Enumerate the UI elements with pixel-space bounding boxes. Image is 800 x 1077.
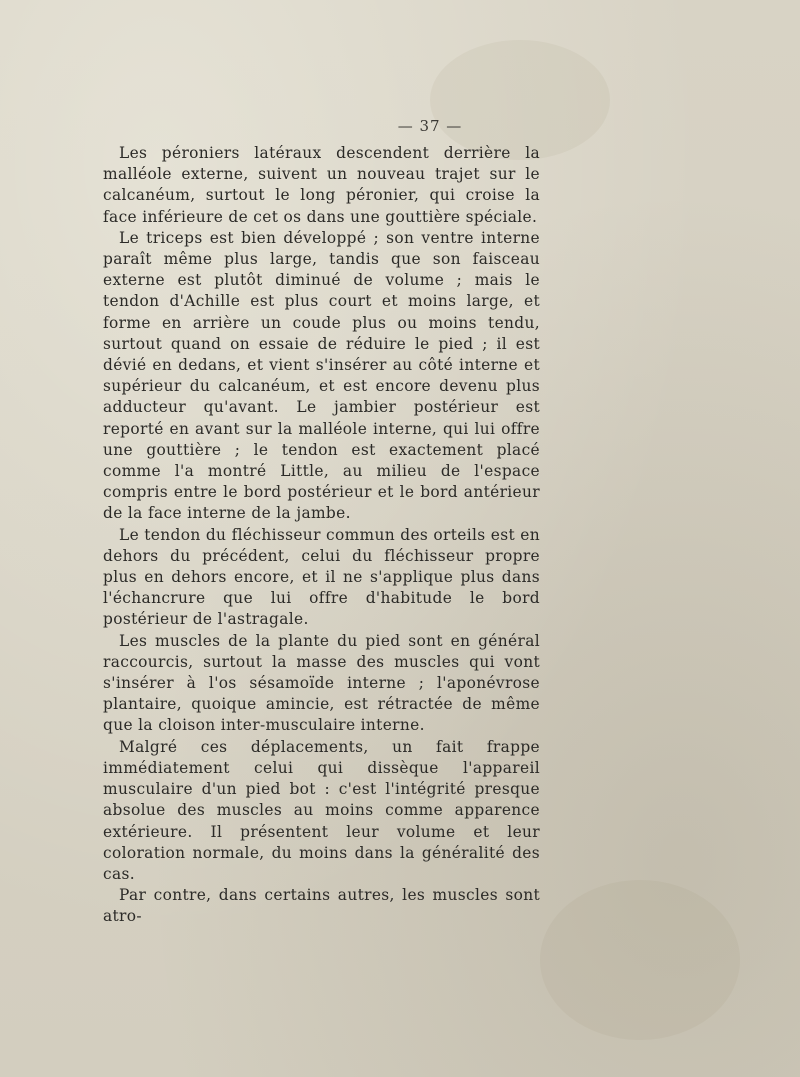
paragraph: Le triceps est bien développé ; son ventre interne paraît même plus large, tandis que son faisceau externe est plutôt diminué de volume ; mais le tendon d'Achille est plus court et moins large, et forme en arrière un coude plus ou moins tendu, surtout quand on essaie de réduire le pied ; il est dévié en dedans, et vient s'insérer au côté interne et supérieur du calcanéum, et est encore devenu plus adducteur qu'avant. Le jambier postérieur est reporté en avant sur la malléole interne, qui lui offre une gouttière ; le tendon est exactement placé comme l'a montré Little, au milieu de l'espace compris entre le bord postérieur et le bord antérieur de la face interne de la jambe.: [103, 228, 540, 523]
paper-stain: [430, 40, 610, 160]
paragraph: Le tendon du fléchisseur commun des orteils est en dehors du précédent, celui du fléchisseur propre plus en dehors encore, et il ne s'applique plus dans l'échancrure que lui offre d'habitude le bord postérieur de l'astragale.: [103, 525, 540, 629]
paragraph: Les péroniers latéraux descendent derrière la malléole externe, suivent un nouveau trajet sur le calcanéum, surtout le long péronier, qui croise la face inférieure de cet os dans une gouttière spéciale.: [103, 144, 540, 226]
body-text: [103, 143, 540, 928]
paragraph: Malgré ces déplacements, un fait frappe immédiatement celui qui dissèque l'appareil musculaire d'un pied bot : c'est l'intégrité presque absolue des muscles au moins comme apparence extérieure. Il présentent leur volume et leur coloration normale, du moins dans la généralité des cas.: [103, 737, 540, 883]
paper-stain: [540, 880, 740, 1040]
page-number: — 37 —: [397, 117, 463, 135]
paragraph: Les muscles de la plante du pied sont en général raccourcis, surtout la masse des muscles qui vont s'insérer à l'os sésamoïde interne ; l'aponévrose plantaire, quoique amincie, est rétractée de même que la cloison inter-musculaire interne.: [103, 631, 540, 735]
paragraph: Par contre, dans certains autres, les muscles sont atro-: [103, 886, 540, 926]
